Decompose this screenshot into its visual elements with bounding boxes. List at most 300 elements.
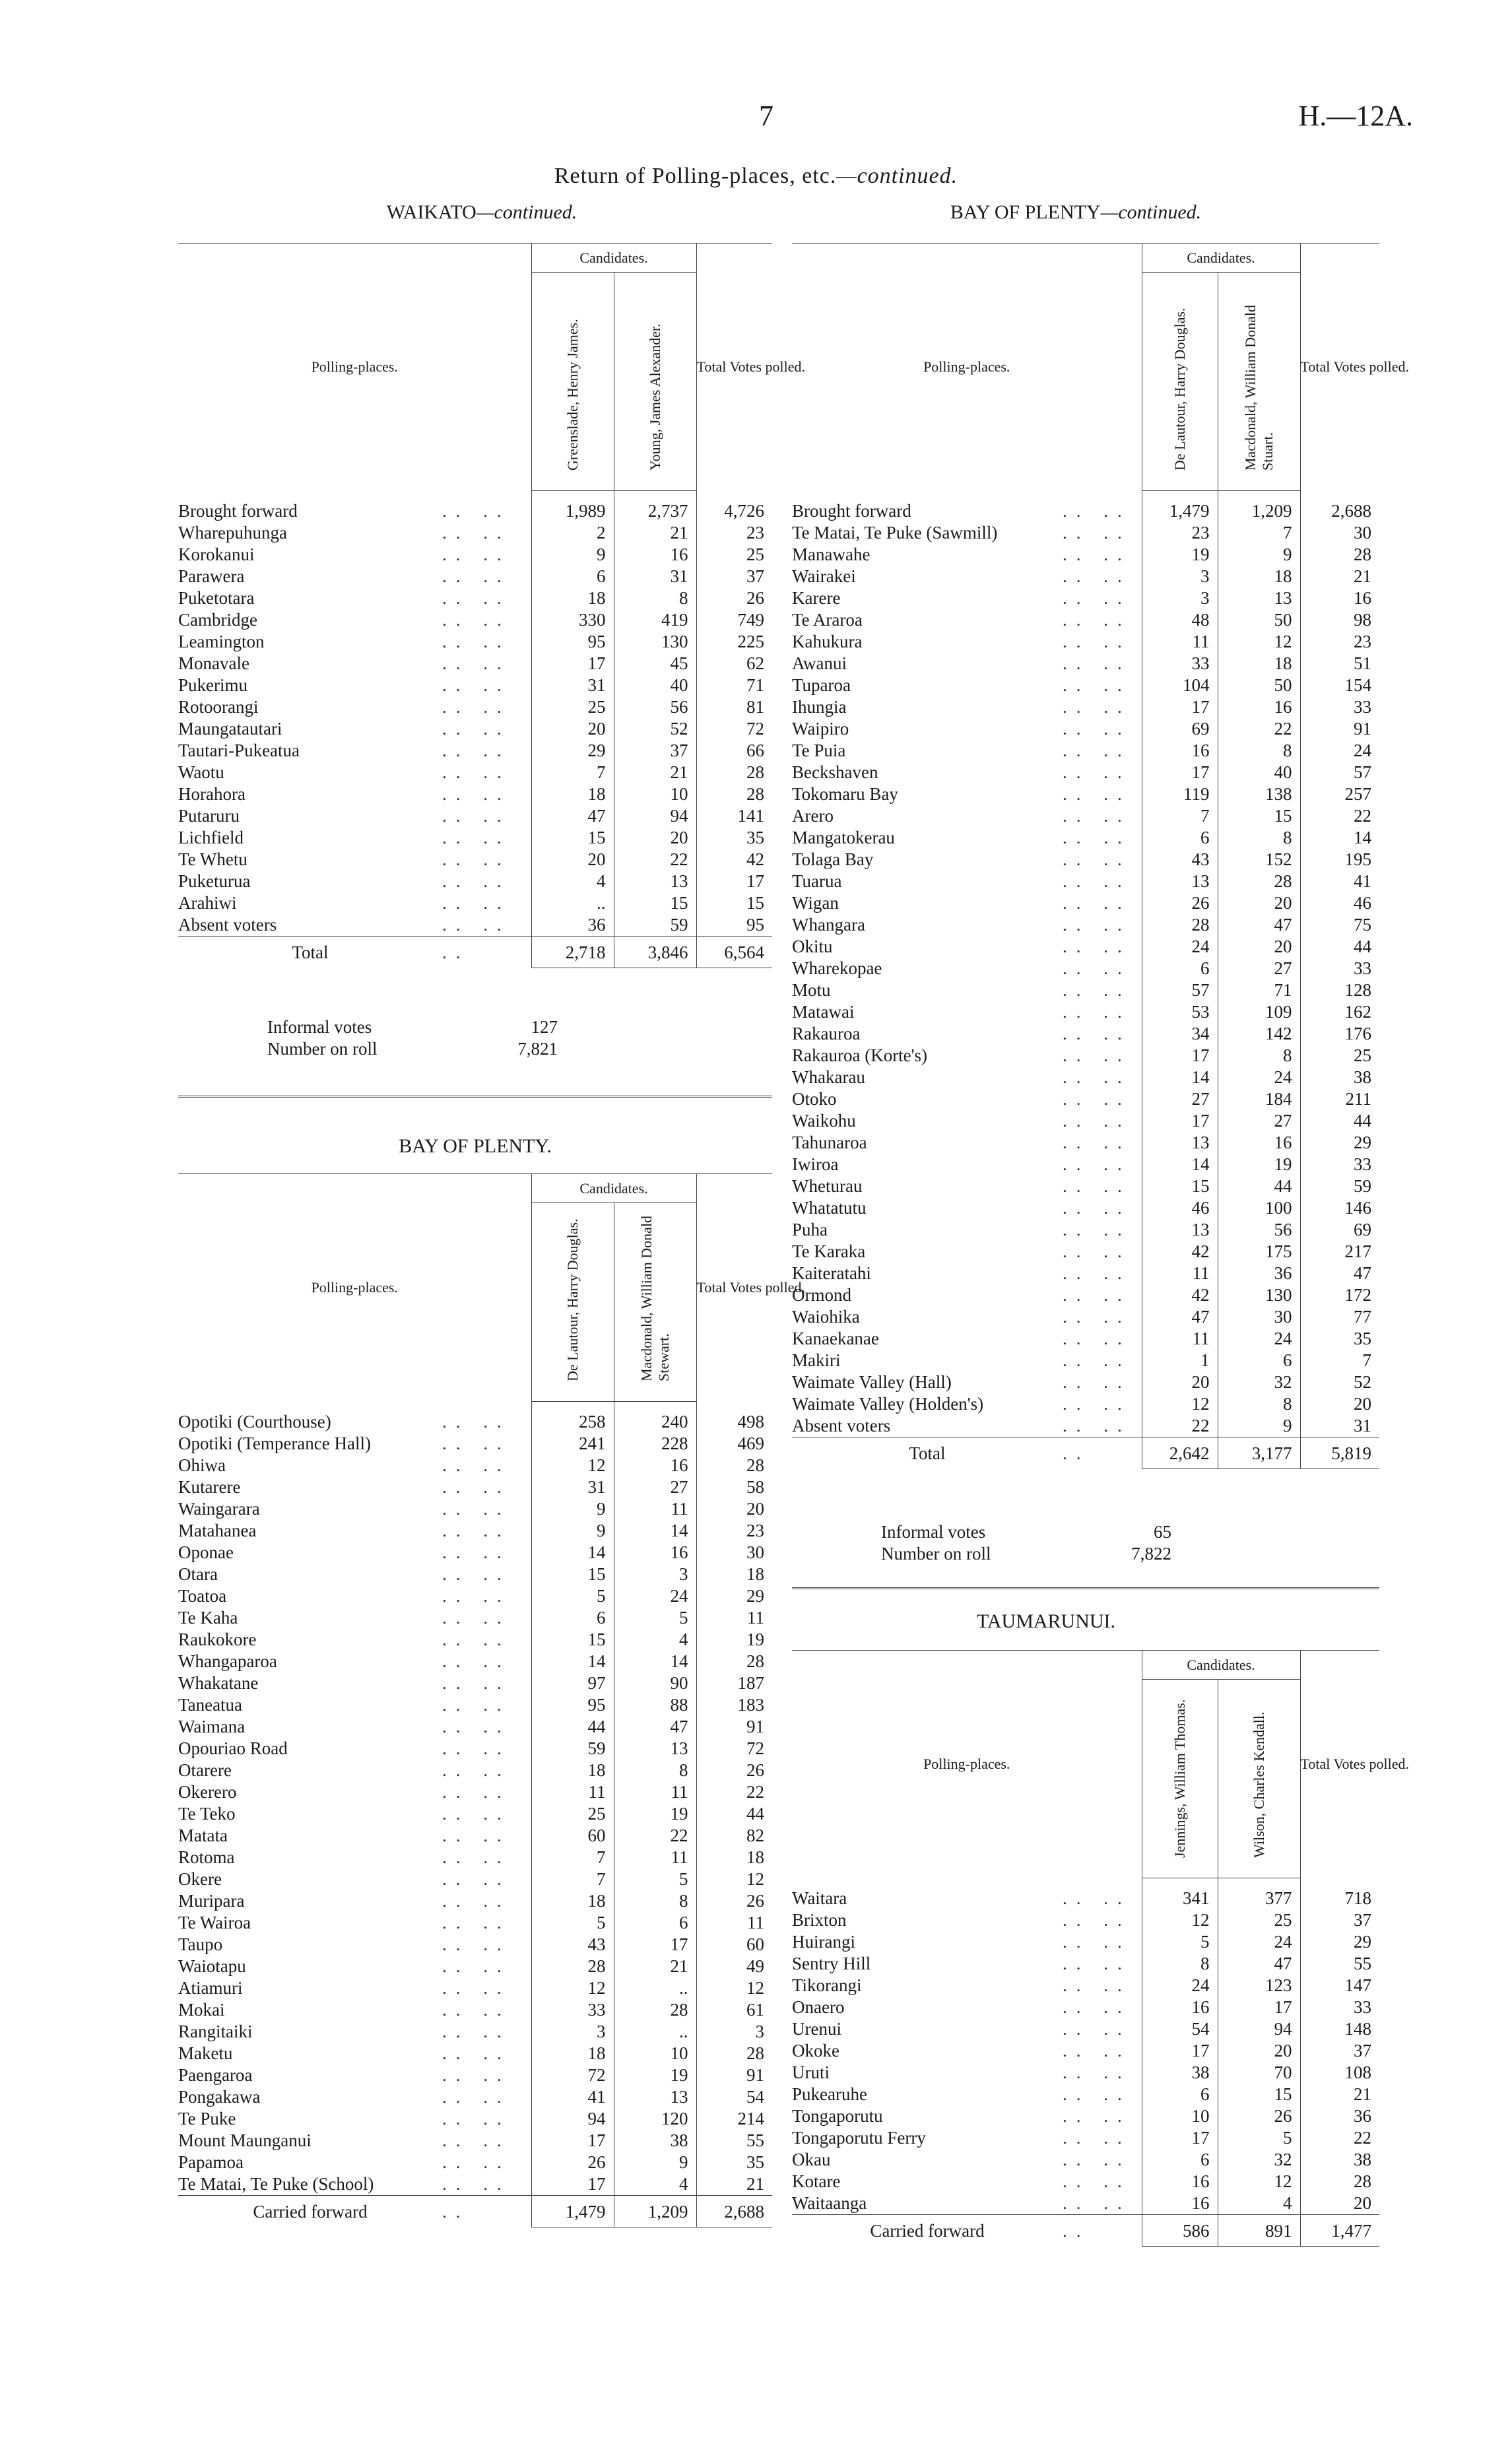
- table-row: [178, 1629, 772, 1651]
- polling-place-name: Brought forward: [792, 500, 911, 521]
- candidate-2-votes: 21: [614, 522, 696, 544]
- candidate-2-votes: 19: [614, 2064, 696, 2086]
- candidate-1-votes: 12: [1142, 1393, 1218, 1415]
- polling-place-name: Maketu: [178, 2043, 233, 2063]
- polling-place-name: Opotiki (Courthouse): [178, 1411, 331, 1432]
- candidate-1-votes: 72: [531, 2064, 614, 2086]
- candidate-1-votes: 12: [1142, 1909, 1218, 1931]
- table-row: [792, 609, 1379, 631]
- polling-place-name: Otoko: [792, 1089, 837, 1109]
- table-row: [792, 1045, 1379, 1067]
- leader-dots: ..: [1063, 2215, 1142, 2247]
- candidate-2-votes: 15: [1218, 805, 1300, 827]
- table-row: [792, 544, 1379, 566]
- polling-place-name: Urenui: [792, 2019, 841, 2039]
- total-votes: 37: [1300, 2040, 1379, 2062]
- total-votes: 58: [696, 1476, 772, 1498]
- total-votes: 211: [1300, 1088, 1379, 1110]
- polling-place-name: Whatatutu: [792, 1198, 867, 1218]
- candidate-1-votes: 42: [1142, 1284, 1218, 1306]
- candidate-1-votes: 2: [531, 522, 614, 544]
- candidate-1-votes: 17: [531, 2173, 614, 2196]
- candidate-1-name: De Lautour, Harry Douglas.: [564, 1218, 581, 1381]
- waikato-summary: [267, 1016, 558, 1060]
- table-row: [792, 2171, 1379, 2193]
- candidate-1-votes: 27: [1142, 1088, 1218, 1110]
- candidates-header: Candidates.: [531, 243, 696, 273]
- candidate-2-votes: 16: [614, 1455, 696, 1476]
- total-votes: 49: [696, 1956, 772, 1977]
- candidate-1-votes: 25: [531, 1803, 614, 1825]
- total-votes: 16: [1300, 587, 1379, 609]
- candidate-1-votes: 46: [1142, 1197, 1218, 1219]
- candidate-2-name: Macdonald, William Donald Stewart.: [638, 1215, 672, 1381]
- leader-dots: .. ..: [442, 741, 511, 760]
- total-votes: 81: [696, 696, 772, 718]
- table-row: [178, 1542, 772, 1564]
- candidate-2-votes: 9: [614, 2152, 696, 2173]
- leader-dots: .. ..: [442, 566, 511, 586]
- leader-dots: .. ..: [1063, 1910, 1131, 1930]
- candidate-2-votes: 419: [614, 609, 696, 631]
- candidate-1-votes: 17: [1142, 762, 1218, 783]
- polling-place-name: Onaero: [792, 1997, 845, 2017]
- table-row: [178, 1694, 772, 1716]
- candidate-2-votes: 70: [1218, 2062, 1300, 2084]
- leader-dots: .. ..: [442, 828, 511, 847]
- polling-place-name: Puketurua: [178, 871, 251, 891]
- candidate-2-votes: 37: [614, 740, 696, 762]
- polling-place-name: Tolaga Bay: [792, 849, 874, 869]
- candidate-1-votes: 11: [1142, 1328, 1218, 1350]
- table-row: [178, 491, 772, 523]
- polling-place-name: Tikorangi: [792, 1975, 862, 1995]
- polling-places-header: Polling-places.: [923, 358, 1010, 376]
- grand-total: 6,564: [696, 937, 772, 968]
- table-row: [792, 1393, 1379, 1415]
- candidate-1-votes: 17: [1142, 1110, 1218, 1132]
- total-votes-header: Total Votes polled.: [1300, 243, 1379, 491]
- candidate-2-votes: 21: [614, 762, 696, 783]
- candidate-1-votes: 330: [531, 609, 614, 631]
- table-row: [792, 2127, 1379, 2149]
- candidate-2-votes: 59: [614, 914, 696, 937]
- table-row: [178, 1738, 772, 1760]
- leader-dots: .. ..: [1063, 566, 1131, 586]
- polling-place-name: Karere: [792, 588, 841, 608]
- candidate-1-votes: 29: [531, 740, 614, 762]
- polling-place-name: Okere: [178, 1869, 222, 1889]
- table-row: [792, 958, 1379, 979]
- candidate-1-votes: 16: [1142, 2193, 1218, 2215]
- candidate-2-votes: 3: [614, 1564, 696, 1585]
- polling-place-name: Huirangi: [792, 1932, 855, 1952]
- total-votes: 62: [696, 653, 772, 675]
- leader-dots: .. ..: [1063, 828, 1131, 847]
- table-row: [792, 1284, 1379, 1306]
- total-votes: 23: [696, 1520, 772, 1542]
- candidate-1-votes: 94: [531, 2108, 614, 2130]
- candidate-2-votes: 13: [614, 871, 696, 892]
- total-votes: 30: [1300, 522, 1379, 544]
- total-votes: 12: [696, 1977, 772, 1999]
- candidate-1-votes: 1,989: [531, 491, 614, 523]
- total-votes: 108: [1300, 2062, 1379, 2084]
- polling-place-name: Matawai: [792, 1002, 855, 1022]
- total-votes: 42: [696, 849, 772, 871]
- candidate-2-name: Young, James Alexander.: [646, 323, 663, 471]
- total-votes: 33: [1300, 696, 1379, 718]
- candidate-2-votes: 20: [1218, 2040, 1300, 2062]
- table-row: [792, 1132, 1379, 1154]
- candidate-2-votes: 40: [614, 675, 696, 696]
- total-votes: 28: [1300, 544, 1379, 566]
- table-row: [178, 849, 772, 871]
- total-votes: 20: [1300, 1393, 1379, 1415]
- total-votes: 147: [1300, 1975, 1379, 1996]
- candidates-header: Candidates.: [531, 1173, 696, 1203]
- table-row: [178, 675, 772, 696]
- table-row: [792, 979, 1379, 1001]
- total-votes: 47: [1300, 1263, 1379, 1284]
- candidate-1-votes: 18: [531, 587, 614, 609]
- total-votes: 148: [1300, 2018, 1379, 2040]
- candidate-1-votes: 13: [1142, 1219, 1218, 1241]
- total-votes: 21: [1300, 566, 1379, 587]
- total-votes: 52: [1300, 1371, 1379, 1393]
- candidate-1-votes: 59: [531, 1738, 614, 1760]
- candidate-2-votes: 17: [1218, 1996, 1300, 2018]
- candidate-1-votes: 13: [1142, 1132, 1218, 1154]
- leader-dots: .. ..: [1063, 1024, 1131, 1043]
- polling-place-name: Kanaekanae: [792, 1329, 879, 1348]
- candidate-1-votes: 17: [1142, 696, 1218, 718]
- leader-dots: .. ..: [442, 2000, 511, 2020]
- candidate-2-votes: 36: [1218, 1263, 1300, 1284]
- candidate-1-votes: 9: [531, 544, 614, 566]
- bop-continued-title-text: BAY OF PLENTY: [950, 201, 1101, 223]
- table-row: [178, 2064, 772, 2086]
- candidate-1-votes: 69: [1142, 718, 1218, 740]
- leader-dots: .. ..: [442, 1717, 511, 1736]
- table-row: [792, 1909, 1379, 1931]
- table-row: [178, 1803, 772, 1825]
- candidate-1-votes: 26: [1142, 892, 1218, 914]
- candidate-2-header: [1218, 273, 1300, 491]
- total-votes: 128: [1300, 979, 1379, 1001]
- candidate-2-votes: 19: [614, 1803, 696, 1825]
- table-row: [792, 1953, 1379, 1975]
- leader-dots: .. ..: [1063, 2084, 1131, 2104]
- table-row: [178, 718, 772, 740]
- leader-dots: .. ..: [442, 762, 511, 782]
- leader-dots: .. ..: [442, 523, 511, 543]
- table-row: [178, 2086, 772, 2108]
- table-row: [792, 522, 1379, 544]
- candidate-1-votes: 12: [531, 1977, 614, 1999]
- table-row: [792, 675, 1379, 696]
- informal-votes-row: [267, 1016, 558, 1038]
- polling-place-name: Ihungia: [792, 697, 847, 717]
- table-row: [178, 1607, 772, 1629]
- total-votes: 21: [696, 2173, 772, 2196]
- table-row: [178, 1455, 772, 1476]
- polling-place-name: Waotu: [178, 762, 224, 782]
- polling-place-name: Waitara: [792, 1888, 847, 1908]
- candidate-1-votes: 48: [1142, 609, 1218, 631]
- total-votes: 60: [696, 1934, 772, 1956]
- candidate-2-votes: 16: [614, 1542, 696, 1564]
- leader-dots: .. ..: [442, 697, 511, 717]
- leader-dots: .. ..: [442, 1782, 511, 1802]
- polling-place-name: Ohiwa: [178, 1455, 226, 1475]
- total-votes: 26: [696, 1760, 772, 1781]
- table-row: [178, 1934, 772, 1956]
- total-votes: 91: [696, 1716, 772, 1738]
- candidate-1-votes: 36: [531, 914, 614, 937]
- total-votes: 71: [696, 675, 772, 696]
- candidate-1-votes: 43: [1142, 849, 1218, 871]
- polling-place-name: Waitaanga: [792, 2193, 867, 2213]
- table-row: [792, 762, 1379, 783]
- table-row: [178, 2130, 772, 2152]
- candidate-2-votes: 9: [1218, 544, 1300, 566]
- total-votes: 55: [1300, 1953, 1379, 1975]
- total-votes: 33: [1300, 1996, 1379, 2018]
- total-votes: 91: [1300, 718, 1379, 740]
- leader-dots: .. ..: [1063, 980, 1131, 1000]
- table-row: [792, 805, 1379, 827]
- total-row: [792, 2215, 1379, 2247]
- candidate-2-votes: 175: [1218, 1241, 1300, 1263]
- polling-place-name: Okerero: [178, 1782, 237, 1802]
- table-row: [792, 631, 1379, 653]
- candidate-2-votes: 19: [1218, 1154, 1300, 1175]
- candidate-1-votes: 18: [531, 2043, 614, 2064]
- polling-place-name: Sentry Hill: [792, 1954, 871, 1973]
- leader-dots: .. ..: [1063, 915, 1131, 935]
- total-votes: 37: [1300, 1909, 1379, 1931]
- leader-dots: .. ..: [442, 2087, 511, 2107]
- candidate-1-votes: 60: [531, 1825, 614, 1847]
- candidate-1-votes: 95: [531, 1694, 614, 1716]
- table-row: [792, 491, 1379, 523]
- table-row: [178, 1847, 772, 1868]
- candidate-2-votes: 20: [1218, 892, 1300, 914]
- candidate-1-votes: 241: [531, 1433, 614, 1455]
- taumarunui-table: [792, 1650, 1409, 2247]
- candidate-2-votes: 90: [614, 1672, 696, 1694]
- candidate-2-votes: 184: [1218, 1088, 1300, 1110]
- table-row: [178, 1520, 772, 1542]
- leader-dots: .. ..: [1063, 1241, 1131, 1261]
- candidate-2-votes: 14: [614, 1651, 696, 1672]
- candidate-2-votes: 22: [1218, 718, 1300, 740]
- candidate-1-votes: 14: [531, 1542, 614, 1564]
- leader-dots: .. ..: [442, 1586, 511, 1606]
- candidate-2-votes: 228: [614, 1433, 696, 1455]
- candidate-1-votes: 24: [1142, 936, 1218, 958]
- table-row: [792, 871, 1379, 892]
- polling-place-name: Rakauroa (Korte's): [792, 1045, 928, 1065]
- candidate-2-votes: 142: [1218, 1023, 1300, 1045]
- table-row: [792, 1175, 1379, 1197]
- candidate-1-total: 2,718: [531, 937, 614, 968]
- candidate-1-votes: 16: [1142, 1996, 1218, 2018]
- polling-place-name: Beckshaven: [792, 762, 878, 782]
- polling-place-name: Rotoorangi: [178, 697, 259, 717]
- total-votes: 28: [696, 1455, 772, 1476]
- candidate-2-votes: 27: [1218, 1110, 1300, 1132]
- candidate-2-votes: 11: [614, 1781, 696, 1803]
- table-row: [178, 1890, 772, 1912]
- candidate-2-votes: 28: [1218, 871, 1300, 892]
- polling-place-name: Te Puia: [792, 741, 846, 760]
- total-votes: 98: [1300, 609, 1379, 631]
- total-votes: 30: [696, 1542, 772, 1564]
- total-votes: 66: [696, 740, 772, 762]
- table-row: [792, 2105, 1379, 2127]
- candidate-1-votes: 26: [531, 2152, 614, 2173]
- leader-dots: .. ..: [1063, 1997, 1131, 2017]
- candidate-2-votes: 22: [614, 1825, 696, 1847]
- polling-place-name: Te Matai, Te Puke (Sawmill): [792, 523, 998, 543]
- leader-dots: .. ..: [1063, 849, 1131, 869]
- total-votes: 31: [1300, 1415, 1379, 1437]
- candidate-1-votes: 6: [1142, 827, 1218, 849]
- candidate-1-votes: 5: [1142, 1931, 1218, 1953]
- bop-summary: [881, 1521, 1171, 1565]
- leader-dots: .. ..: [442, 1477, 511, 1497]
- candidate-1-votes: 17: [531, 2130, 614, 2152]
- leader-dots: .. ..: [1063, 2128, 1131, 2148]
- total-votes: 61: [696, 1999, 772, 2021]
- total-votes: 95: [696, 914, 772, 937]
- total-votes: 91: [696, 2064, 772, 2086]
- candidate-2-votes: 10: [614, 2043, 696, 2064]
- candidate-2-votes: 120: [614, 2108, 696, 2130]
- leader-dots: .. ..: [442, 2022, 511, 2041]
- table-row: [792, 1110, 1379, 1132]
- polling-places-header: Polling-places.: [311, 1279, 398, 1296]
- leader-dots: .. ..: [1063, 1932, 1131, 1952]
- leader-dots: .. ..: [1063, 2106, 1131, 2126]
- leader-dots: .. ..: [1063, 937, 1131, 956]
- leader-dots: .. ..: [442, 849, 511, 869]
- leader-dots: .. ..: [1063, 1045, 1131, 1065]
- informal-votes-value: 127: [531, 1017, 558, 1037]
- polling-place-name: Makiri: [792, 1350, 841, 1370]
- table-row: [792, 696, 1379, 718]
- table-row: [178, 1781, 772, 1803]
- candidate-1-votes: 14: [1142, 1067, 1218, 1088]
- candidate-2-votes: 130: [1218, 1284, 1300, 1306]
- total-votes: 72: [696, 718, 772, 740]
- candidate-1-name: Greenslade, Henry James.: [564, 319, 581, 471]
- candidate-1-votes: 10: [1142, 2105, 1218, 2127]
- total-votes: 75: [1300, 914, 1379, 936]
- total-votes: 36: [1300, 2105, 1379, 2127]
- table-row: [792, 1415, 1379, 1437]
- polling-place-name: Waimate Valley (Holden's): [792, 1394, 984, 1414]
- leader-dots: .. ..: [442, 1411, 511, 1432]
- waikato-title-cont: —continued.: [476, 201, 577, 223]
- total-votes: 214: [696, 2108, 772, 2130]
- total-votes: 11: [696, 1912, 772, 1934]
- leader-dots: .. ..: [1063, 1372, 1131, 1392]
- total-votes: 225: [696, 631, 772, 653]
- grand-total: 1,477: [1300, 2215, 1379, 2247]
- candidate-2-header: [614, 273, 696, 491]
- polling-place-name: Tokomaru Bay: [792, 784, 898, 804]
- polling-place-name: Te Teko: [178, 1804, 236, 1824]
- leader-dots: .. ..: [1063, 2171, 1131, 2191]
- grand-total: 2,688: [696, 2196, 772, 2227]
- leader-dots: .. ..: [1063, 697, 1131, 717]
- polling-place-name: Tautari-Pukeatua: [178, 741, 300, 760]
- polling-place-name: Puketotara: [178, 588, 255, 608]
- candidate-2-votes: 56: [614, 696, 696, 718]
- candidate-1-votes: 9: [531, 1520, 614, 1542]
- polling-place-name: Papamoa: [178, 2152, 244, 2172]
- candidate-2-votes: 16: [1218, 1132, 1300, 1154]
- candidate-2-votes: 377: [1218, 1878, 1300, 1910]
- candidate-2-votes: 71: [1218, 979, 1300, 1001]
- polling-place-name: Kotare: [792, 2171, 841, 2191]
- total-votes-header: Total Votes polled.: [696, 1173, 772, 1402]
- polling-place-name: Awanui: [792, 653, 847, 673]
- leader-dots: .. ..: [442, 500, 511, 521]
- table-row: [178, 783, 772, 805]
- candidate-2-votes: 8: [614, 1890, 696, 1912]
- leader-dots: .. ..: [1063, 741, 1131, 760]
- candidate-2-votes: 2,737: [614, 491, 696, 523]
- candidate-2-votes: 16: [1218, 696, 1300, 718]
- candidate-2-votes: 32: [1218, 1371, 1300, 1393]
- total-votes: 15: [696, 892, 772, 914]
- table-row: [792, 587, 1379, 609]
- table-row: [178, 1716, 772, 1738]
- total-votes: 25: [696, 544, 772, 566]
- candidate-2-votes: 24: [614, 1585, 696, 1607]
- leader-dots: .. ..: [1063, 893, 1131, 913]
- table-row: [792, 2193, 1379, 2215]
- candidate-1-votes: 341: [1142, 1878, 1218, 1910]
- table-row: [792, 827, 1379, 849]
- candidate-2-votes: 24: [1218, 1328, 1300, 1350]
- candidate-2-votes: 21: [614, 1956, 696, 1977]
- page-title: [0, 164, 1512, 189]
- total-votes: 3: [696, 2021, 772, 2043]
- polling-place-name: Lichfield: [178, 828, 244, 847]
- candidate-2-votes: 9: [1218, 1415, 1300, 1437]
- polling-place-name: Whakatane: [178, 1673, 259, 1693]
- leader-dots: .. ..: [1063, 2019, 1131, 2039]
- total-votes: 25: [1300, 1045, 1379, 1067]
- informal-votes-row: [881, 1521, 1171, 1543]
- candidate-2-total: 891: [1218, 2215, 1300, 2247]
- candidate-1-votes: 258: [531, 1402, 614, 1434]
- total-label: Total: [792, 1437, 1063, 1469]
- leader-dots: .. ..: [1063, 1888, 1131, 1908]
- leader-dots: .. ..: [442, 1804, 511, 1824]
- candidate-2-votes: 5: [614, 1868, 696, 1890]
- candidate-1-votes: 20: [531, 849, 614, 871]
- number-on-roll-value: 7,822: [1131, 1544, 1171, 1564]
- leader-dots: .. ..: [1063, 544, 1131, 564]
- bay-of-plenty-table: [178, 1173, 805, 2227]
- table-row: [792, 1001, 1379, 1023]
